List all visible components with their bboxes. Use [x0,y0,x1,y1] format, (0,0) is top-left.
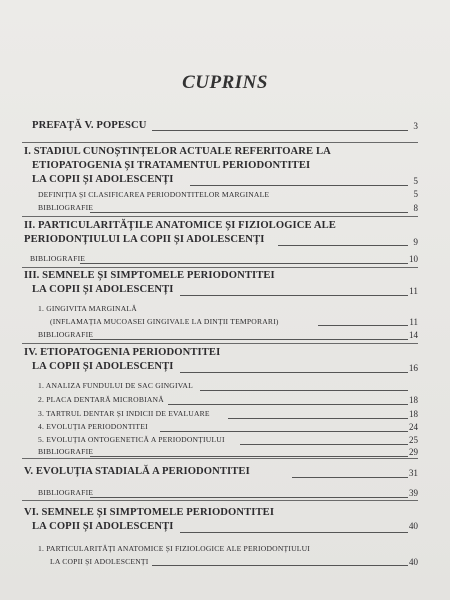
leader-dots [90,339,408,340]
separator [22,142,418,143]
toc-bibliography: BIBLIOGRAFIE [38,330,94,339]
leader-dots [152,565,408,566]
leader-dots [80,263,408,264]
leader-dots [190,185,408,186]
page-number: 25 [409,435,418,445]
separator [22,458,418,459]
toc-subentry: 2. PLACA DENTARĂ MICROBIANĂ [38,395,164,404]
toc-bibliography: BIBLIOGRAFIE [38,203,94,212]
leader-dots [90,456,408,457]
leader-dots [228,418,408,419]
leader-dots [180,532,408,533]
toc-chapter-6-line2: LA COPII ȘI ADOLESCENȚI [32,521,174,532]
leader-dots [180,372,408,373]
leader-dots [240,444,408,445]
toc-bibliography: BIBLIOGRAFIE [38,488,94,497]
page-number: 10 [409,254,418,264]
separator [22,267,418,268]
page-number: 14 [409,330,418,340]
toc-subentry: 1. GINGIVITA MARGINALĂ [38,304,137,313]
toc-chapter-2: II. PARTICULARITĂȚILE ANATOMICE ȘI FIZIOLOGICE ALE [24,220,336,231]
page-number: 31 [408,468,418,478]
toc-chapter-5: V. EVOLUȚIA STADIALĂ A PERIODONTITEI [24,466,250,477]
toc-subentry: 1. PARTICULARITĂȚI ANATOMICE ȘI FIZIOLOGICE ALE PERIODONȚIULUI [38,544,311,553]
page-number: 11 [409,317,418,327]
toc-chapter-1-line2: ETIOPATOGENIA ȘI TRATAMENTUL PERIODONTITEI [32,160,311,171]
page-number: 8 [413,203,418,213]
page-title: CUPRINS [182,72,268,93]
toc-chapter-4-line2: LA COPII ȘI ADOLESCENȚI [32,361,174,372]
toc-chapter-3: III. SEMNELE ȘI SIMPTOMELE PERIODONTITEI [24,270,275,281]
toc-chapter-3-line2: LA COPII ȘI ADOLESCENȚI [32,284,174,295]
page-number: 40 [408,521,418,531]
page-number: 24 [409,422,418,432]
page-number: 16 [408,363,418,373]
leader-dots [180,295,408,296]
leader-dots [278,245,408,246]
toc-entry-preface: PREFAȚĂ V. POPESCU [32,120,147,131]
toc-bibliography: BIBLIOGRAFIE [30,254,86,263]
page-number: 9 [413,237,418,247]
leader-dots [152,130,408,131]
page-number: 3 [413,121,418,131]
page-number: 39 [409,488,418,498]
page-number: 18 [409,409,418,419]
toc-chapter-1: I. STADIUL CUNOȘTINȚELOR ACTUALE REFERITOARE LA [24,146,331,157]
leader-dots [292,477,408,478]
toc-chapter-4: IV. ETIOPATOGENIA PERIODONTITEI [24,347,221,358]
page-number: 5 [413,189,418,199]
toc-bibliography: BIBLIOGRAFIE [38,447,94,456]
toc-subentry-line2: LA COPII ȘI ADOLESCENȚI [50,557,149,566]
toc-subentry: 3. TARTRUL DENTAR ȘI INDICII DE EVALUARE [38,409,210,418]
page-number: 5 [413,176,418,186]
separator [22,343,418,344]
toc-subentry: 4. EVOLUȚIA PERIODONTITEI [38,422,148,431]
leader-dots [90,212,408,213]
leader-dots [168,404,408,405]
page-number: 11 [409,286,418,296]
page-number: 18 [409,395,418,405]
toc-subentry-line2: (INFLAMAȚIA MUCOASEI GINGIVALE LA DINȚII TEMPORARI) [50,317,279,326]
toc-subentry: 5. EVOLUȚIA ONTOGENETICĂ A PERIODONȚIULUI [38,435,225,444]
separator [22,216,418,217]
separator [22,500,418,501]
toc-chapter-1-line3: LA COPII ȘI ADOLESCENȚI [32,174,174,185]
leader-dots [90,497,408,498]
toc-chapter-6: VI. SEMNELE ȘI SIMPTOMELE PERIODONTITEI [24,507,275,518]
page-number: 40 [409,557,418,567]
leader-dots [160,431,408,432]
leader-dots [200,390,408,391]
leader-dots [318,325,408,326]
toc-subentry: 1. ANALIZA FUNDULUI DE SAC GINGIVAL [38,381,193,390]
page-number: 29 [409,447,418,457]
toc-chapter-2-line2: PERIODONȚIULUI LA COPII ȘI ADOLESCENȚI [24,234,265,245]
toc-subentry: DEFINIȚIA ȘI CLASIFICAREA PERIODONTITELOR MARGINALE [38,190,270,199]
